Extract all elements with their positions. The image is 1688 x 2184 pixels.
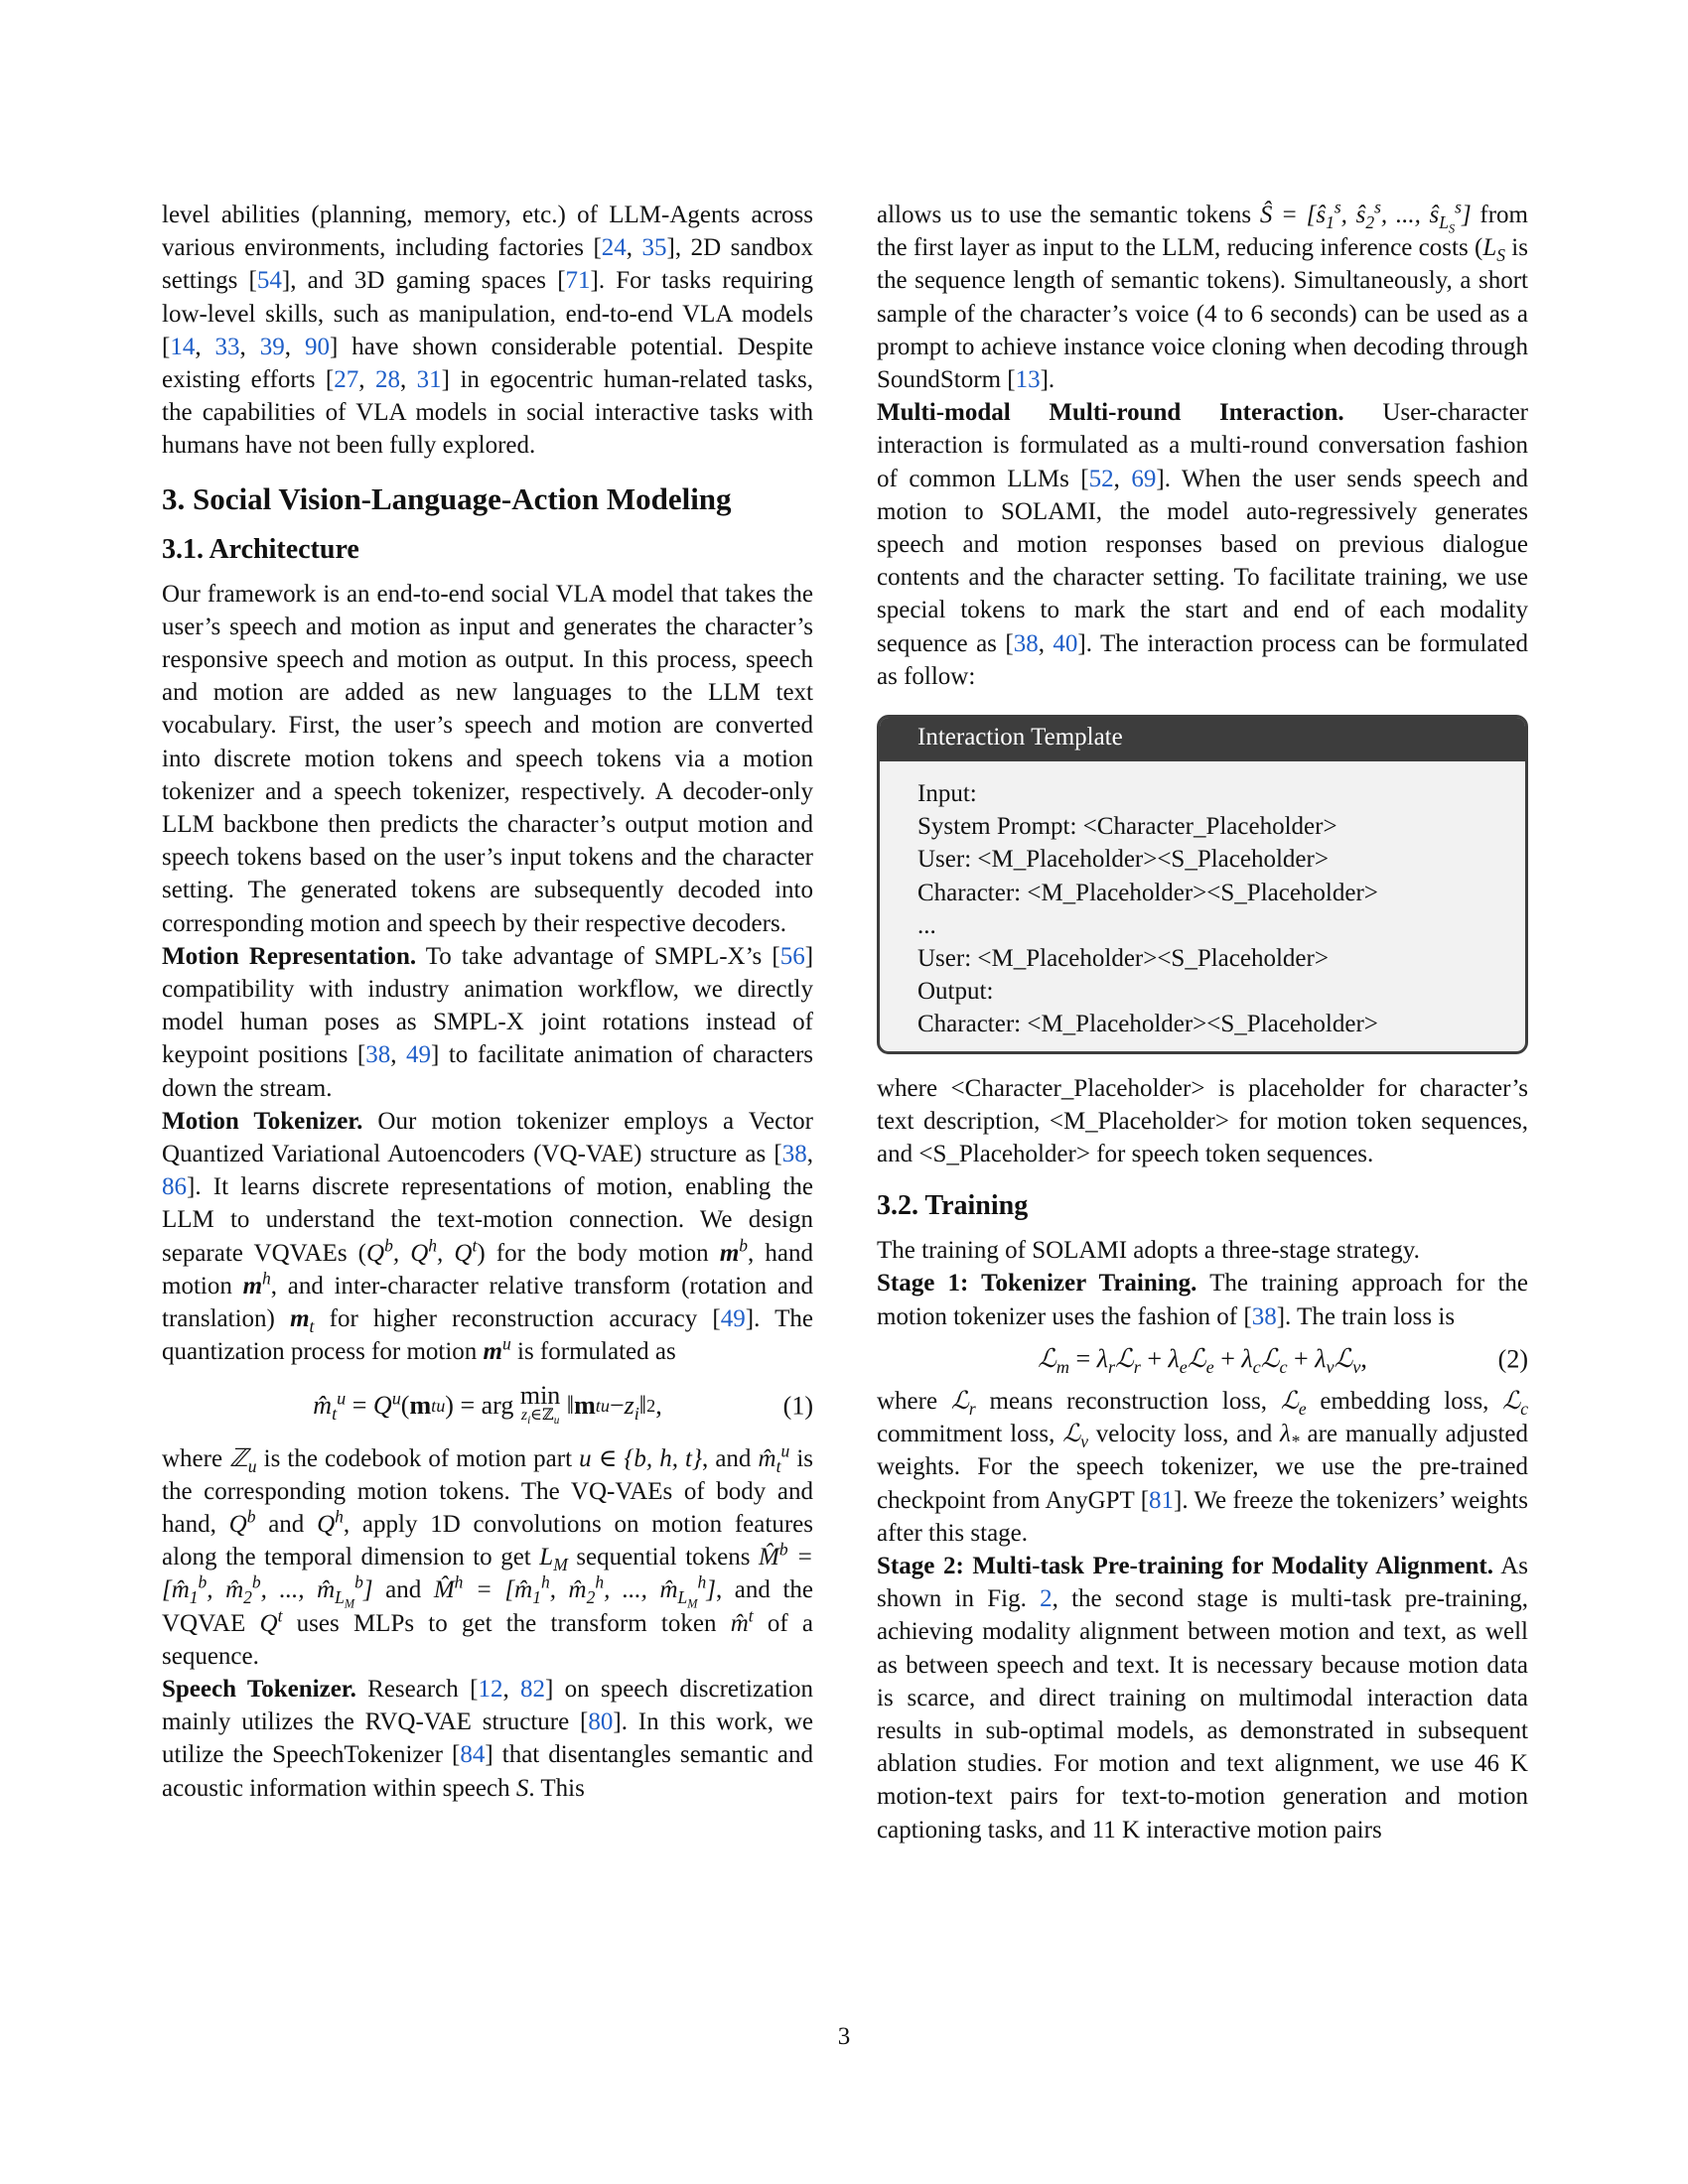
inline-math: m̂$^t$: [730, 1605, 754, 1637]
citation-link[interactable]: 12: [478, 1675, 503, 1703]
left-column: [162, 199, 813, 1805]
equation-1: $m̂_t^u$ = $Q^u$ ( m t u ) = arg min $z_i\in ℤ_u$ ‖ m t u − $z_i$ ‖ 2 , (1): [313, 1380, 813, 1427]
citation-link[interactable]: 38: [1013, 629, 1039, 657]
equation-1-number: (1): [782, 1390, 813, 1420]
stage2-paragraph: Stage 2: Multi-task Pre-training for Modality Alignment. As shown in Fig. 2, the second stage is multi-task pre-training, achieving modality alignment between motion and text, as well as between speech and text. It is necessary because motion data is scarce, and direct training on multimodal interaction data results in sub-optimal models, as demonstrated in subsequent ablation studies. For motion and text alignment, we use 46 K motion-text pairs for text-to-motion generation and motion captioning tasks, and 11 K interactive motion pairs: [877, 1552, 1529, 1843]
template-line: User: <M_Placeholder><S_Placeholder>: [917, 945, 1329, 973]
citation-link[interactable]: 54: [256, 267, 282, 295]
template-line: Character: <M_Placeholder><S_Placeholder>: [917, 879, 1378, 906]
citation-link[interactable]: 24: [601, 234, 627, 262]
citation-link[interactable]: 40: [1053, 629, 1078, 657]
citation-link[interactable]: 82: [520, 1675, 546, 1703]
paragraph-heading: Multi-modal Multi-round Interaction.: [877, 399, 1344, 427]
template-line: ...: [917, 911, 936, 939]
citation-link[interactable]: 27: [334, 366, 359, 394]
citation-link[interactable]: 81: [1149, 1486, 1175, 1514]
inline-math: ℒ$_e$: [1280, 1387, 1307, 1419]
citation-link[interactable]: 56: [779, 942, 805, 970]
right-column: [877, 199, 1528, 1846]
subsection-title-training: 3.2. Training: [877, 1190, 1029, 1222]
inline-math: S: [515, 1774, 529, 1802]
inline-math: M̂$^h$ = [$m̂_1^h$, $m̂_2^h$, ..., $m̂_{L_M}^h$]: [433, 1571, 716, 1611]
inline-math: u ∈ {b, h, t}: [579, 1444, 702, 1472]
citation-link[interactable]: 80: [588, 1708, 614, 1736]
inline-math: $Q^t$: [259, 1605, 283, 1637]
after-equation-1-paragraph: where ℤ$_u$ is the codebook of motion part u ∈ {b, h, t}, and $m̂_t^u$ is the corresponding motion tokens. The VQ-VAEs of body and hand, $Q^b$ and $Q^h$, apply 1D convolutions on motion features along the temporal dimension to get $L_M$ sequential tokens M̂$^b$ = [$m̂_1^b$, $m̂_2^b$, ..., $m̂_{L_M}^b$] and M̂$^h$ = [$m̂_1^h$, $m̂_2^h$, ..., $m̂_{L_M}^h$], and the VQVAE $Q^t$ uses MLPs to get the transform token m̂$^t$ of a sequence.: [162, 1440, 814, 1670]
paragraph-heading: Stage 2: Multi-task Pre-training for Modality Alignment.: [877, 1552, 1493, 1579]
citation-link[interactable]: 86: [162, 1173, 187, 1201]
inline-math: $m^h$: [242, 1268, 271, 1299]
citation-link[interactable]: 38: [781, 1141, 807, 1168]
inline-math: ℒ$_c$: [1502, 1387, 1528, 1419]
inline-math: M̂$^b$ = [$m̂_1^b$, $m̂_2^b$, ..., $m̂_{L_M}^b$]: [162, 1539, 813, 1611]
citation-link[interactable]: 35: [641, 234, 667, 262]
template-line: User: <M_Placeholder><S_Placeholder>: [917, 846, 1329, 874]
architecture-paragraph: Our framework is an end-to-end social VLA model that takes the user’s speech and motion as input and generates the character’s responsive speech and motion as output. In this process, speech and motion are added as new languages to the LLM text vocabulary. First, the user’s speech and motion are converted into discrete motion tokens and speech tokens via a motion tokenizer and a speech tokenizer, respectively. A decoder-only LLM backbone then predicts the character’s output motion and speech tokens based on the user’s input tokens and the character setting. The generated tokens are subsequently decoded into corresponding motion and speech by their respective decoders.: [162, 580, 813, 937]
paragraph-heading: Speech Tokenizer.: [162, 1675, 356, 1703]
citation-link[interactable]: 14: [170, 333, 196, 360]
speech-tokenizer-paragraph: Speech Tokenizer. Research [12, 82] on speech discretization mainly utilizes the RVQ-VAE structure [80]. In this work, we utilize the SpeechTokenizer [84] that disentangles semantic and acoustic information within speech S. This: [162, 1675, 813, 1802]
training-intro-paragraph: The training of SOLAMI adopts a three-stage strategy.: [877, 1237, 1420, 1265]
interaction-template-box: [877, 715, 1528, 1054]
inline-math: ℤ$_u$: [229, 1444, 257, 1476]
inline-math: $L_S$: [1482, 234, 1505, 266]
inline-math: $m^u$: [483, 1333, 511, 1366]
citation-link[interactable]: 69: [1131, 465, 1157, 492]
motion-representation-paragraph: Motion Representation. To take advantage of SMPL-X’s [56] compatibility with industry animation workflow, we directly model human poses as SMPL-X joint rotations instead of keypoint positions [38, 49] to facilitate animation of characters down the stream.: [162, 942, 814, 1102]
citation-link[interactable]: 28: [374, 366, 400, 394]
inline-math: $\lambda_*$: [1280, 1421, 1300, 1452]
inline-math: $Q^b$, $Q^h$, $Q^t$: [366, 1235, 478, 1267]
paragraph-heading: Stage 1: Tokenizer Training.: [877, 1270, 1197, 1297]
stage1-paragraph: Stage 1: Tokenizer Training. The training approach for the motion tokenizer uses the fashion of [38]. The train loss is: [877, 1270, 1528, 1330]
template-line: Output:: [917, 978, 994, 1006]
template-line: Input:: [917, 780, 977, 808]
inline-math: ℒ$_v$: [1062, 1421, 1088, 1452]
citation-link[interactable]: 71: [565, 267, 591, 295]
interaction-template-body: [880, 761, 1525, 1051]
interaction-template-title: Interaction Template: [880, 718, 1525, 761]
inline-math: $L_M$: [539, 1544, 568, 1575]
inline-math: $Q^h$: [317, 1506, 344, 1538]
inline-math: $Q^b$: [228, 1506, 256, 1538]
citation-link[interactable]: 13: [1015, 366, 1041, 394]
citation-link[interactable]: 90: [304, 333, 330, 360]
paragraph-heading: Motion Representation.: [162, 942, 417, 970]
after-template-paragraph: where <Character_Placeholder> is placeholder for character’s text description, <M_Placeholder> for motion token sequences, and <S_Placeholder> for speech token sequences.: [877, 1074, 1528, 1168]
multimodal-interaction-paragraph: Multi-modal Multi-round Interaction. User-character interaction is formulated as a multi-round conversation fashion of common LLMs [52, 69]. When the user sends speech and motion to SOLAMI, the model auto-regressively generates speech and motion responses based on previous dialogue contents and the character setting. To facilitate training, we use special tokens to mark the start and end of each modality sequence as [38, 40]. The interaction process can be formulated as follow:: [877, 399, 1529, 690]
template-line: Character: <M_Placeholder><S_Placeholder>: [917, 1011, 1378, 1038]
inline-math: $m̂_t^u$: [758, 1440, 790, 1476]
page-number: 3: [837, 2023, 851, 2050]
motion-tokenizer-paragraph: Motion Tokenizer. Our motion tokenizer employs a Vector Quantized Variational Autoencoders (VQ-VAE) structure as [38, 86]. It learns discrete representations of motion, enabling the LLM to understand the text-motion connection. We design separate VQVAEs ($Q^b$, $Q^h$, $Q^t$) for the body motion $m^b$, hand motion $m^h$, and inter-character relative transform (rotation and translation) $m_t$ for higher reconstruction accuracy [49]. The quantization process for motion $m^u$ is formulated as: [162, 1107, 813, 1366]
inline-math: $m^b$: [719, 1235, 749, 1267]
inline-math: Ŝ = [$ŝ_1^s$, $ŝ_2^s$, ..., $ŝ_{L_S}^s$]: [1259, 197, 1472, 236]
speech-continuation-paragraph: allows us to use the semantic tokens Ŝ = [$ŝ_1^s$, $ŝ_2^s$, ..., $ŝ_{L_S}^s$] from the first layer as input to the LLM, reducing inference costs ($L_S$ is the sequence length of semantic tokens). Simultaneously, a short sample of the character’s voice (4 to 6 seconds) can be used as a prompt to achieve instance voice cloning when decoding through SoundStorm [13].: [877, 197, 1529, 394]
paragraph-heading: Motion Tokenizer.: [162, 1107, 363, 1135]
subsection-title-architecture: 3.1. Architecture: [162, 533, 359, 565]
equation-2-number: (2): [1497, 1344, 1528, 1374]
citation-link[interactable]: 33: [214, 333, 240, 360]
section-title: 3. Social Vision-Language-Action Modeling: [162, 480, 732, 516]
citation-link[interactable]: 38: [1251, 1302, 1277, 1330]
inline-math: $m_t$: [290, 1305, 315, 1337]
inline-math: ℒ$_r$: [950, 1387, 976, 1419]
template-line: System Prompt: <Character_Placeholder>: [917, 813, 1337, 841]
citation-link[interactable]: 84: [460, 1741, 486, 1769]
citation-link[interactable]: 31: [416, 366, 442, 394]
citation-link[interactable]: 52: [1088, 465, 1114, 492]
citation-link[interactable]: 38: [365, 1041, 391, 1069]
citation-link[interactable]: 2: [1040, 1585, 1053, 1613]
citation-link[interactable]: 49: [720, 1305, 746, 1333]
equation-2: ℒ$_m$ = $\lambda_rℒ_r$ + $\lambda_eℒ_e$ + $\lambda_cℒ_c$ + $\lambda_vℒ_v$, (2): [1038, 1344, 1528, 1378]
citation-link[interactable]: 49: [405, 1041, 431, 1069]
after-equation-2-paragraph: where ℒ$_r$ means reconstruction loss, ℒ$_e$ embedding loss, ℒ$_c$ commitment loss, ℒ$_v$ velocity loss, and $\lambda_*$ are manually adjusted weights. For the speech tokenizer, we use the pre-trained checkpoint from AnyGPT [81]. We freeze the tokenizers’ weights after this stage.: [877, 1387, 1528, 1547]
citation-link[interactable]: 39: [259, 333, 285, 360]
intro-paragraph: level abilities (planning, memory, etc.) of LLM-Agents across various environments, including factories [24, 35], 2D sandbox settings [54], and 3D gaming spaces [71]. For tasks requiring low-level skills, such as manipulation, end-to-end VLA models [14, 33, 39, 90] have shown considerable potential. Despite existing efforts [27, 28, 31] in egocentric human-related tasks, the capabilities of VLA models in social interactive tasks with humans have not been fully explored.: [162, 202, 814, 460]
